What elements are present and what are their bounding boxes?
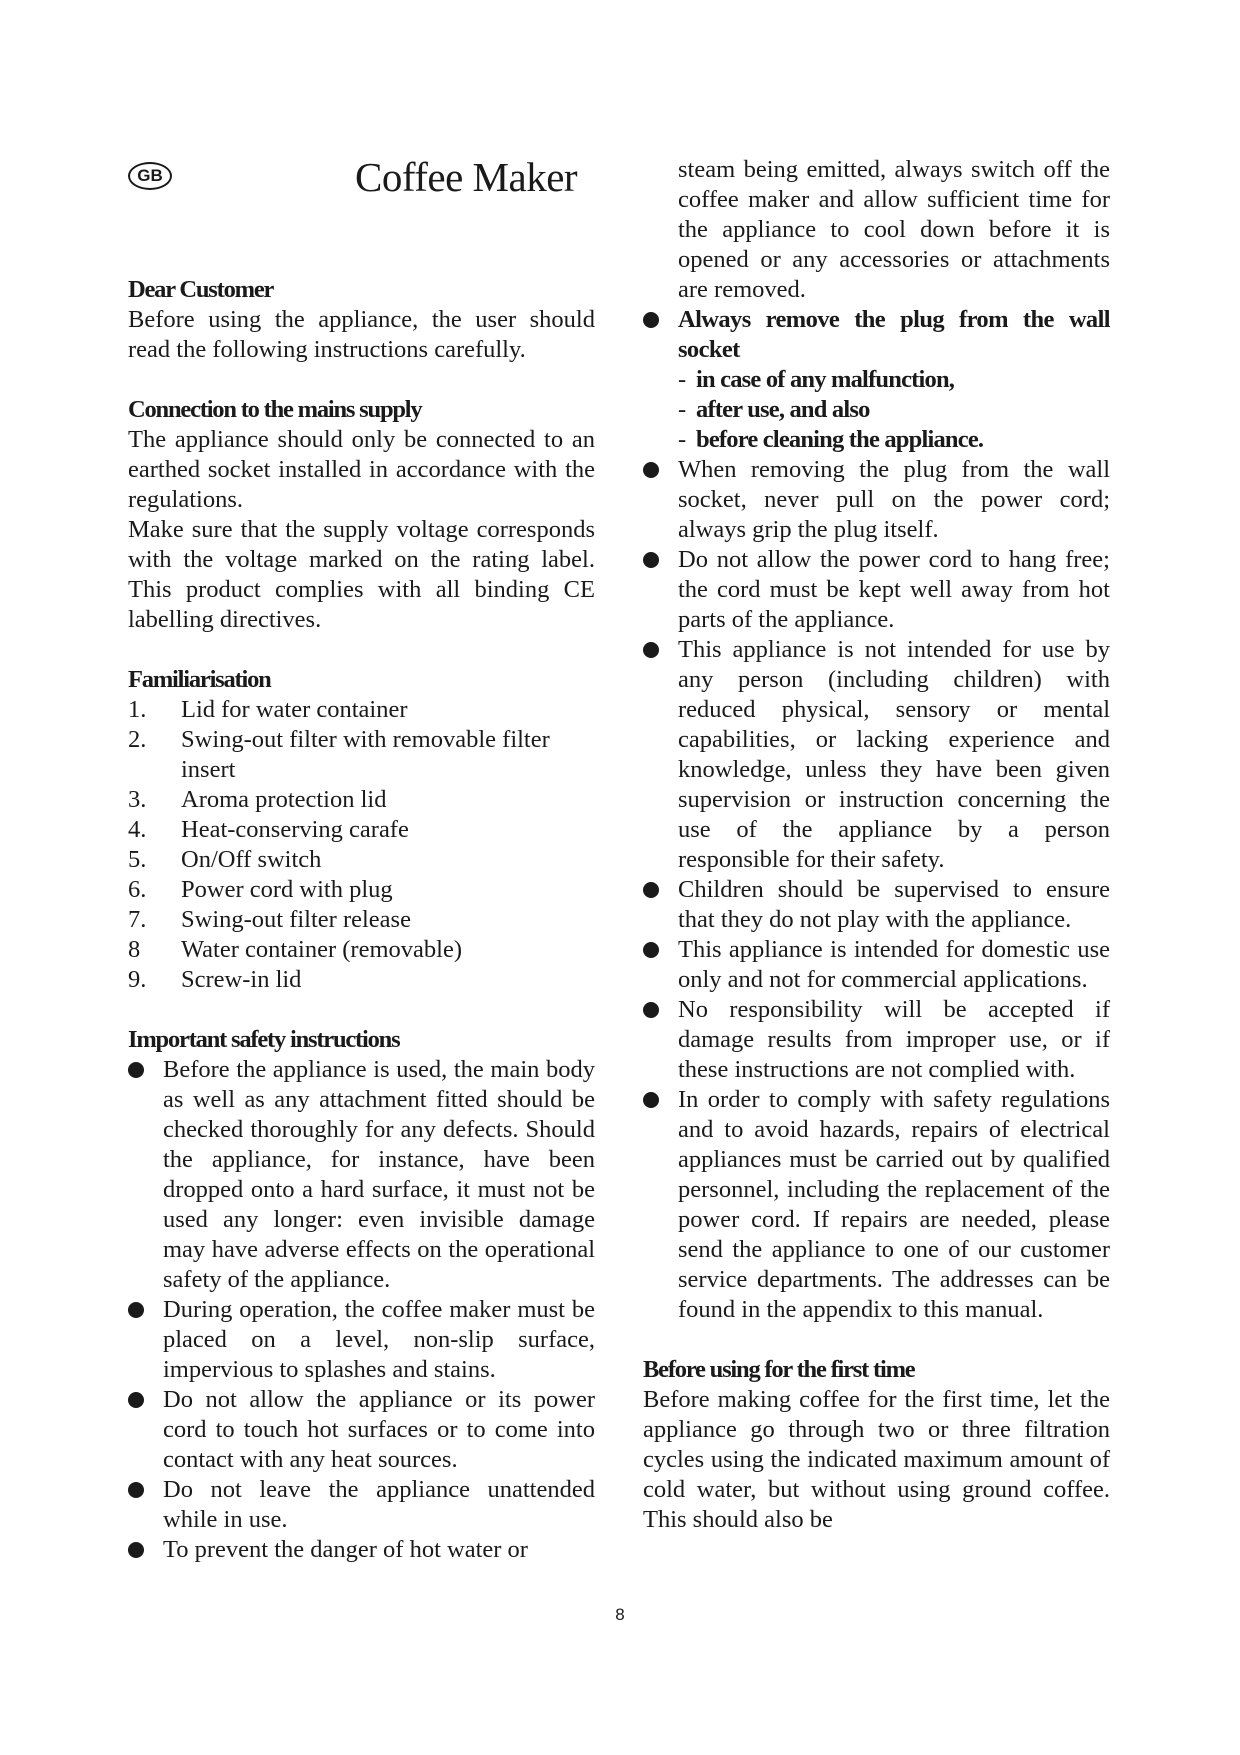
item-text: Lid for water container: [181, 696, 408, 723]
page-title: Coffee Maker: [355, 154, 578, 200]
safety-list-right: [643, 155, 1110, 1325]
right-column: [643, 155, 1110, 1535]
list-item: [643, 875, 1110, 935]
item-number: 3.: [128, 786, 147, 813]
list-item: [643, 305, 1110, 455]
familiarisation-heading: Familiarisation: [128, 666, 271, 693]
bullet-text: When removing the plug from the wall socket, never pull on the power cord; always grip the plug itself.: [678, 456, 1110, 543]
mains-text-1: The appliance should only be connected to an earthed socket installed in accordance with the regulations.: [128, 426, 595, 513]
item-number: 4.: [128, 816, 147, 843]
item-text: Water container (removable): [181, 936, 462, 963]
dash: -: [678, 366, 686, 393]
page-number: 8: [615, 1605, 625, 1624]
item-number: 5.: [128, 846, 147, 873]
bullet-icon: [643, 1002, 659, 1018]
list-item: [128, 1535, 595, 1565]
item-text: On/Off switch: [181, 846, 322, 873]
bullet-icon: [643, 882, 659, 898]
sub-item-text: before cleaning the appliance.: [696, 426, 984, 453]
list-item: [128, 725, 595, 785]
mains-text-2: Make sure that the supply voltage corresponds with the voltage marked on the rating label. This product complies with all binding CE labelling directives.: [128, 516, 595, 633]
sub-item: [678, 395, 1110, 425]
bullet-icon: [128, 1482, 144, 1498]
bullet-text: steam being emitted, always switch off the coffee maker and allow sufficient time for the appliance to cool down before it is opened or any accessories or attachments are removed.: [678, 156, 1110, 303]
mains-heading: Connection to the mains supply: [128, 396, 422, 423]
left-column: [128, 275, 595, 1565]
item-text: Heat-conserving carafe: [181, 816, 409, 843]
bullet-text: Always remove the plug from the wall socket: [678, 306, 1110, 363]
item-text: Screw-in lid: [181, 966, 302, 993]
item-number: 2.: [128, 726, 147, 753]
list-item: [128, 785, 595, 815]
list-item: [128, 965, 595, 995]
item-number: 9.: [128, 966, 147, 993]
list-item: [128, 935, 595, 965]
bullet-text: During operation, the coffee maker must be placed on a level, non-slip surface, impervious to splashes and stains.: [163, 1296, 595, 1383]
list-item: [128, 845, 595, 875]
item-text: Swing-out filter with removable filter insert: [181, 726, 550, 783]
item-number: 7.: [128, 906, 147, 933]
bullet-icon: [643, 552, 659, 568]
list-item-continuation: [643, 155, 1110, 305]
safety-list-left: [128, 1055, 595, 1565]
bullet-icon: [128, 1392, 144, 1408]
item-text: Aroma protection lid: [181, 786, 387, 813]
list-item: [128, 1385, 595, 1475]
list-item: [128, 1475, 595, 1535]
sub-item-text: in case of any malfunction,: [696, 366, 955, 393]
bullet-text: This appliance is intended for domestic use only and not for commercial applications.: [678, 936, 1110, 993]
bullet-text: Children should be supervised to ensure that they do not play with the appliance.: [678, 876, 1110, 933]
bullet-icon: [643, 1092, 659, 1108]
intro-heading: Dear Customer: [128, 276, 274, 303]
bullet-text: In order to comply with safety regulations and to avoid hazards, repairs of electrical appliances must be carried out by qualified personnel, including the replacement of the power cord. If repairs are needed, please send the appliance to one of our customer service departments. The addresses can be found in the appendix to this manual.: [678, 1086, 1110, 1323]
first-use-heading: Before using for the first time: [643, 1356, 915, 1383]
item-number: 1.: [128, 696, 147, 723]
item-text: Swing-out filter release: [181, 906, 411, 933]
list-item: [643, 635, 1110, 875]
list-item: [643, 995, 1110, 1085]
bullet-icon: [128, 1302, 144, 1318]
sub-item-text: after use, and also: [696, 396, 870, 423]
list-item: [128, 905, 595, 935]
bullet-text: Do not allow the appliance or its power cord to touch hot surfaces or to come into contact with any heat sources.: [163, 1386, 595, 1473]
bullet-text: This appliance is not intended for use by any person (including children) with reduced physical, sensory or mental capabilities, or lacking experience and knowledge, unless they have been given supervision or instruction concerning the use of the appliance by a person responsible for their safety.: [678, 636, 1110, 873]
list-item: [128, 875, 595, 905]
bullet-text: Do not leave the appliance unattended while in use.: [163, 1476, 595, 1533]
bullet-text: No responsibility will be accepted if damage results from improper use, or if these instructions are not complied with.: [678, 996, 1110, 1083]
parts-list: [128, 695, 595, 995]
item-number: 6.: [128, 876, 147, 903]
list-item: [643, 1085, 1110, 1325]
list-item: [128, 1055, 595, 1295]
bullet-icon: [643, 462, 659, 478]
list-item: [128, 695, 595, 725]
sub-item: [678, 425, 1110, 455]
bullet-icon: [643, 312, 659, 328]
item-number: 8: [128, 936, 141, 963]
list-item: [643, 545, 1110, 635]
intro-text: Before using the appliance, the user should read the following instructions carefully.: [128, 306, 595, 363]
list-item: [128, 1295, 595, 1385]
bullet-text: To prevent the danger of hot water or: [163, 1536, 528, 1563]
bullet-icon: [128, 1062, 144, 1078]
bullet-text: Do not allow the power cord to hang free; the cord must be kept well away from hot parts of the appliance.: [678, 546, 1110, 633]
dash: -: [678, 396, 686, 423]
list-item: [643, 455, 1110, 545]
list-item: [128, 815, 595, 845]
sub-item: [678, 365, 1110, 395]
bullet-text: Before the appliance is used, the main body as well as any attachment fitted should be checked thoroughly for any defects. Should the appliance, for instance, have been dropped onto a hard surface, it must not be used any longer: even invisible damage may have adverse effects on the operational safety of the appliance.: [163, 1056, 595, 1293]
country-badge: GB: [128, 162, 172, 190]
item-text: Power cord with plug: [181, 876, 393, 903]
bullet-icon: [128, 1542, 144, 1558]
safety-heading: Important safety instructions: [128, 1026, 400, 1053]
dash: -: [678, 426, 686, 453]
bullet-icon: [643, 942, 659, 958]
first-use-text: Before making coffee for the first time, let the appliance go through two or three filtration cycles using the indicated maximum amount of cold water, but without using ground coffee. This should also be: [643, 1386, 1110, 1533]
bullet-icon: [643, 642, 659, 658]
list-item: [643, 935, 1110, 995]
